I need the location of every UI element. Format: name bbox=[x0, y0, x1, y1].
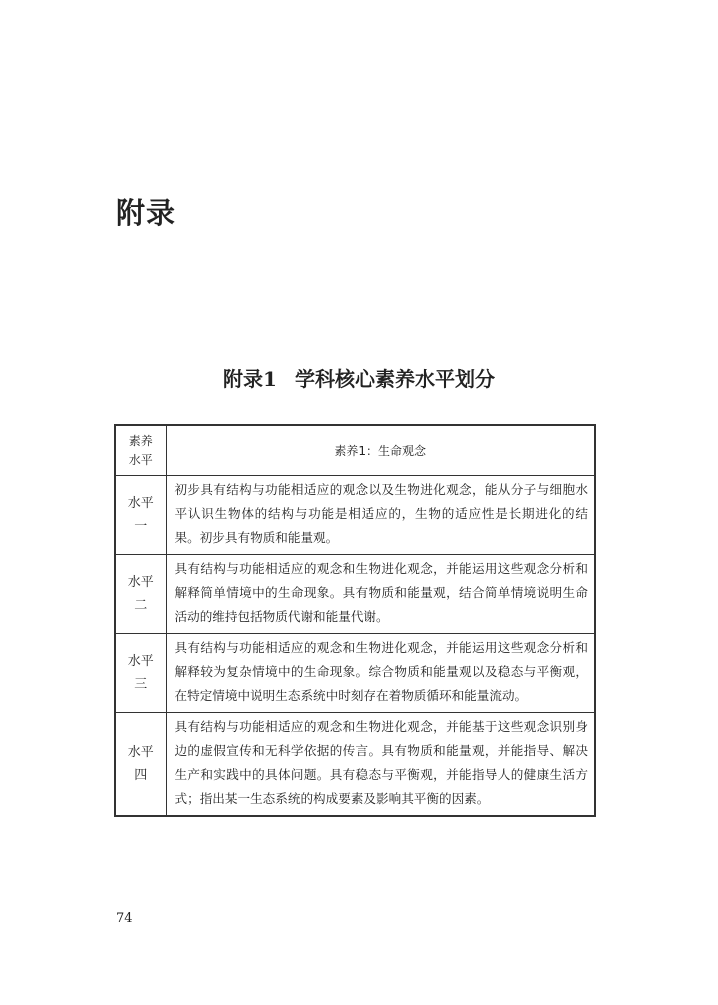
level-description-cell: 具有结构与功能相适应的观念和生物进化观念，并能运用这些观念分析和解释较为复杂情境中的生命现象。综合物质和能量观以及稳态与平衡观，在特定情境中说明生态系统中时刻存在着物质循环和能量流动。 bbox=[166, 634, 595, 713]
level-label-line1: 水平 bbox=[127, 654, 154, 669]
section-title bbox=[0, 367, 718, 391]
header-level-cell bbox=[115, 425, 166, 476]
level-label-line2: 四 bbox=[134, 768, 148, 783]
level-label-cell bbox=[115, 555, 166, 634]
level-label-line2: 一 bbox=[134, 519, 148, 534]
level-label-line1: 水平 bbox=[127, 745, 154, 760]
table-row bbox=[115, 713, 595, 817]
header-level-line2: 水平 bbox=[128, 452, 153, 467]
section-number: 附录1 bbox=[223, 367, 277, 391]
level-label-cell bbox=[115, 713, 166, 817]
table-header-row bbox=[115, 425, 595, 476]
table-row bbox=[115, 634, 595, 713]
page-number: 74 bbox=[116, 911, 133, 926]
chapter-title: 附录 bbox=[116, 196, 177, 230]
table-row bbox=[115, 555, 595, 634]
level-label-line2: 三 bbox=[134, 677, 148, 692]
level-description-cell: 具有结构与功能相适应的观念和生物进化观念，并能运用这些观念分析和解释简单情境中的生命现象。具有物质和能量观，结合简单情境说明生命活动的维持包括物质代谢和能量代谢。 bbox=[166, 555, 595, 634]
competency-level-table bbox=[114, 424, 596, 817]
level-label-cell bbox=[115, 476, 166, 555]
level-description-cell: 具有结构与功能相适应的观念和生物进化观念，并能基于这些观念识别身边的虚假宣传和无科学依据的传言。具有物质和能量观，并能指导、解决生产和实践中的具体问题。具有稳态与平衡观，并能指导人的健康生活方式；指出某一生态系统的构成要素及影响其平衡的因素。 bbox=[166, 713, 595, 817]
level-label-line1: 水平 bbox=[127, 575, 154, 590]
header-competency-cell: 素养1：生命观念 bbox=[166, 425, 595, 476]
header-level-line1: 素养 bbox=[128, 433, 153, 448]
table-row bbox=[115, 476, 595, 555]
level-label-cell bbox=[115, 634, 166, 713]
section-title-text: 学科核心素养水平划分 bbox=[294, 367, 495, 391]
level-label-line1: 水平 bbox=[127, 496, 154, 511]
level-label-line2: 二 bbox=[134, 598, 148, 613]
level-description-cell: 初步具有结构与功能相适应的观念以及生物进化观念，能从分子与细胞水平认识生物体的结构与功能是相适应的，生物的适应性是长期进化的结果。初步具有物质和能量观。 bbox=[166, 476, 595, 555]
